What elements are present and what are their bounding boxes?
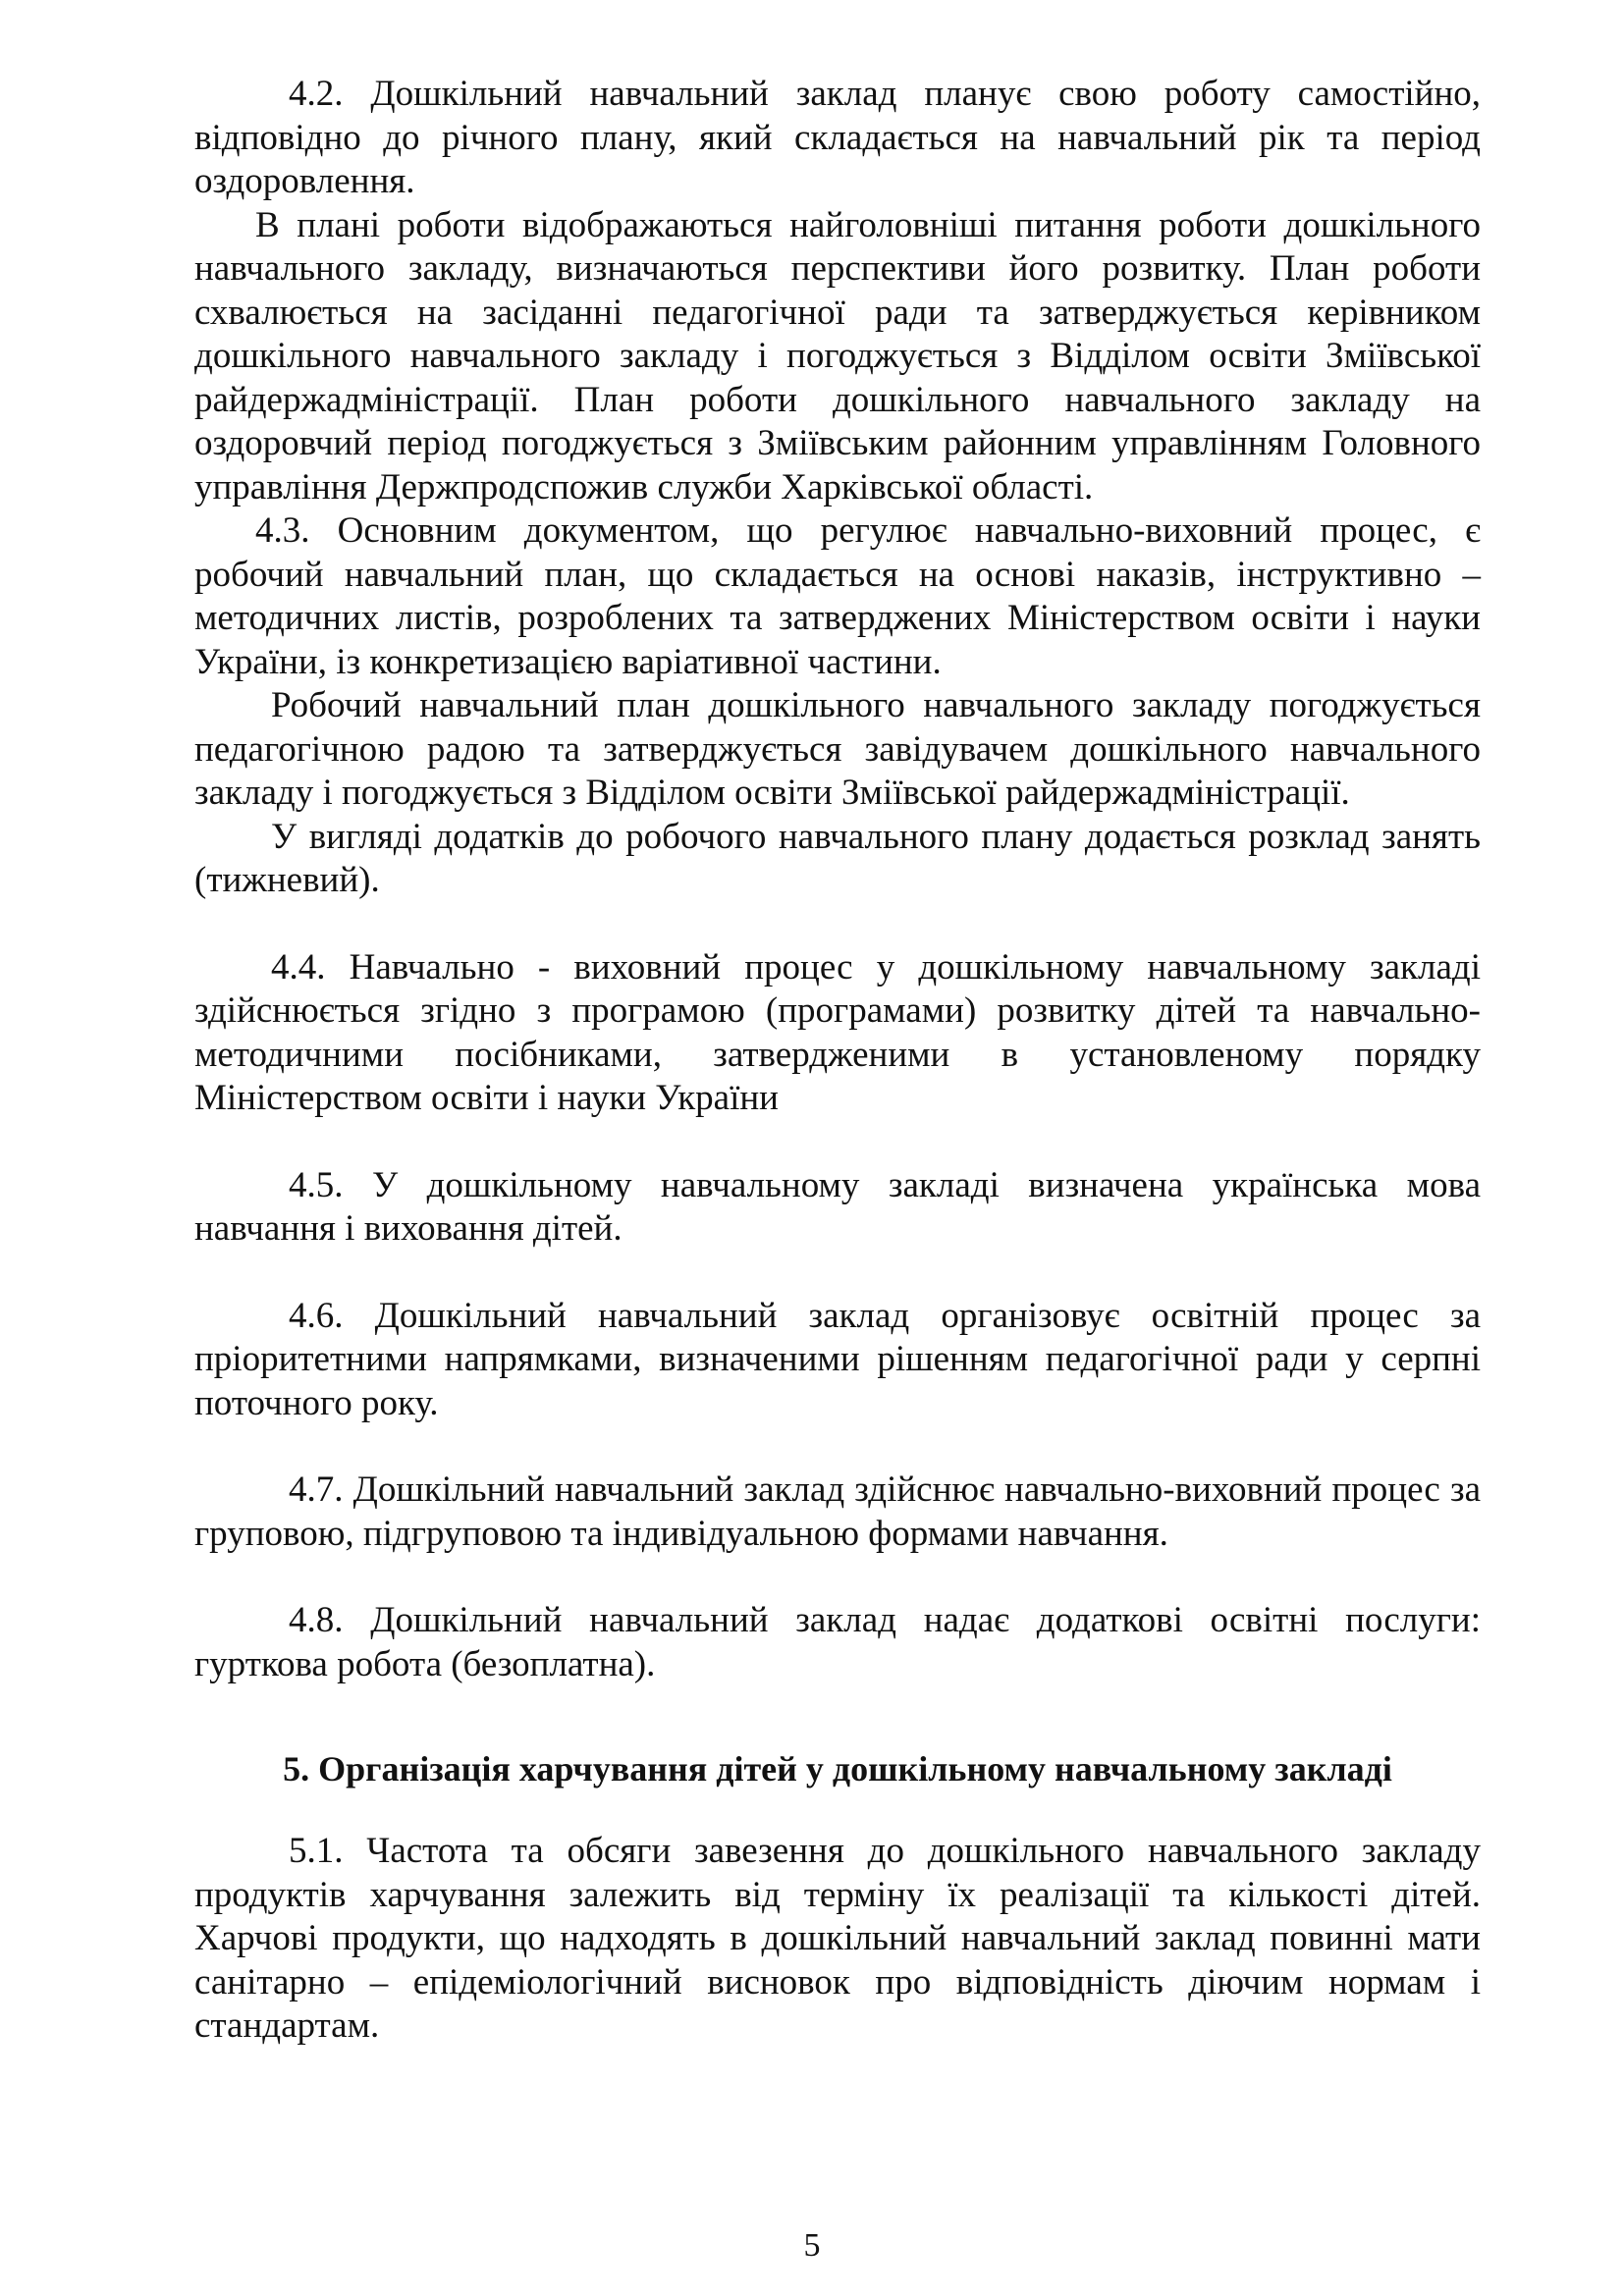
paragraph-4-6: 4.6. Дошкільний навчальний заклад організовує освітній процес за пріоритетними напрямками, визначеними рішенням педагогічної ради у серпні поточного року. (194, 1295, 1481, 1423)
paragraph-5-1: 5.1. Частота та обсяги завезення до дошкільного навчального закладу продуктів харчування залежить від терміну їх реалізації та кількості дітей. Харчові продукти, що надходять в дошкільний навчальний заклад повинні мати санітарно – епідеміологічний висновок про відповідність діючим нормам і стандартам. (194, 1831, 1481, 2046)
paragraph-4-4: 4.4. Навчально - виховний процес у дошкільному навчальному закладі здійснюється згідно з програмою (програмами) розвитку дітей та навчально-методичними посібниками, затвердженими в установленому порядку Міністерством освіти і науки України (194, 946, 1481, 1118)
paragraph-schedule: У вигляді додатків до робочого навчального плану додається розклад занять (тижневий). (194, 816, 1481, 900)
paragraph-4-2: 4.2. Дошкільний навчальний заклад планує свою роботу самостійно, відповідно до річного плану, який складається на навчальний рік та період оздоровлення. (194, 74, 1481, 201)
page-number: 5 (803, 2227, 821, 2264)
paragraph-4-7: 4.7. Дошкільний навчальний заклад здійснює навчально-виховний процес за груповою, підгруповою та індивідуальною формами навчання. (194, 1469, 1481, 1554)
section-heading: 5. Організація харчування дітей у дошкільному навчальному закладі (283, 1749, 1392, 1789)
paragraph-plan: В плані роботи відображаються найголовніші питання роботи дошкільного навчального закладу, визначаються перспективи його розвитку. План роботи схвалюється на засіданні педагогічної ради та затверджується керівником дошкільного навчального закладу і погоджується з Відділом освіти Зміївської райдержадміністрації. План роботи дошкільного навчального закладу на оздоровчий період погоджується з Зміївським районним управлінням Головного управління Держпродспожив служби Харківської області. (194, 204, 1481, 507)
paragraph-4-3: 4.3. Основним документом, що регулює навчально-виховний процес, є робочий навчальний план, що складається на основі наказів, інструктивно – методичних листів, розроблених та затверджених Міністерством освіти і науки України, із конкретизацією варіативної частини. (194, 510, 1481, 682)
document-body (194, 73, 1481, 2049)
paragraph-work-plan: Робочий навчальний план дошкільного навчального закладу погоджується педагогічною радою та затверджується завідувачем дошкільного навчального закладу і погоджується з Відділом освіти Зміївської райдержадміністрації. (194, 685, 1481, 813)
paragraph-4-8: 4.8. Дошкільний навчальний заклад надає додаткові освітні послуги: гурткова робота (безоплатна). (194, 1600, 1481, 1684)
paragraph-4-5: 4.5. У дошкільному навчальному закладі визначена українська мова навчання і виховання дітей. (194, 1164, 1481, 1249)
